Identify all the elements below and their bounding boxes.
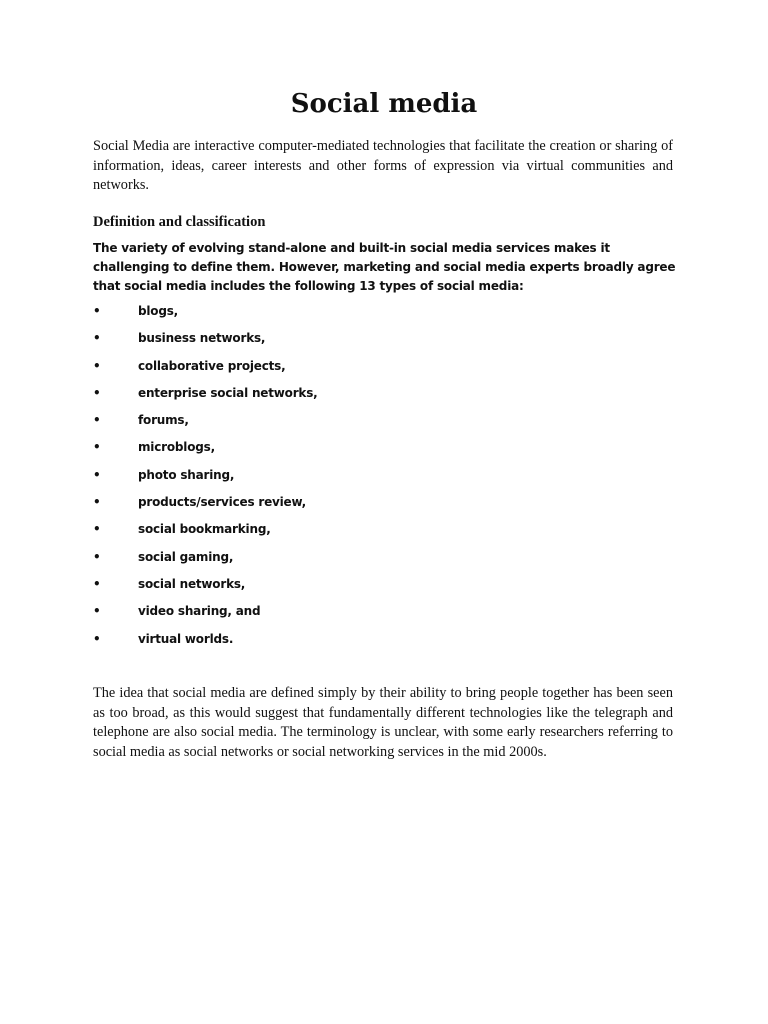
list-item — [93, 411, 318, 438]
list-item-text: enterprise social networks, — [138, 385, 318, 400]
bullet-icon: • — [93, 304, 101, 318]
bullet-icon: • — [93, 413, 101, 428]
bullet-icon: • — [93, 467, 101, 482]
list-item-text: blogs, — [138, 304, 179, 318]
list-item-text: social bookmarking, — [138, 522, 271, 537]
bullet-icon: • — [93, 631, 101, 646]
section-paragraph: The variety of evolving stand-alone and built-in social media services makes it challenging to define them. However, marketing and social media experts broadly agree that social media includes the following 13 types of social media: — [93, 241, 676, 293]
list-item — [93, 438, 318, 465]
list-item-text: social gaming, — [138, 549, 234, 564]
list-item — [93, 493, 318, 520]
list-item-text: collaborative projects, — [138, 358, 286, 373]
list-item — [93, 302, 318, 329]
list-item — [93, 575, 318, 602]
list-item-text: virtual worlds. — [138, 631, 234, 646]
page-title: Social media — [290, 89, 478, 119]
bullet-icon: • — [93, 522, 101, 537]
bullet-icon: • — [93, 604, 101, 619]
list-item-text: products/services review, — [138, 495, 306, 510]
closing-paragraph: The idea that social media are defined simply by their ability to bring people together has been seen as too broad, as this would suggest that fundamentally different technologies like the telegraph and telephone are also social media. The terminology is unclear, with some early researchers referring to social media as social networks or social networking services in the mid 2000s. — [93, 685, 673, 760]
list-item — [93, 548, 318, 575]
bullet-icon: • — [93, 331, 101, 346]
bullet-icon: • — [93, 358, 101, 373]
list-item — [93, 602, 318, 629]
list-item-text: microblogs, — [138, 440, 215, 455]
list-item — [93, 520, 318, 547]
intro-paragraph: Social Media are interactive computer-mediated technologies that facilitate the creation or sharing of information, ideas, career interests and other forms of expression via virtual communities and networks. — [93, 138, 673, 193]
bullet-icon: • — [93, 385, 101, 400]
bullet-icon: • — [93, 576, 101, 591]
list-item-text: forums, — [138, 413, 189, 428]
list-item — [93, 630, 318, 657]
list-item — [93, 329, 318, 356]
bullet-icon: • — [93, 495, 101, 510]
bullet-icon: • — [93, 440, 101, 455]
list-item-text: business networks, — [138, 331, 266, 346]
list-item-text: photo sharing, — [138, 467, 235, 482]
social-media-types-list — [93, 302, 318, 657]
list-item — [93, 357, 318, 384]
list-item — [93, 384, 318, 411]
list-item-text: social networks, — [138, 576, 246, 591]
bullet-icon: • — [93, 549, 101, 564]
list-item — [93, 466, 318, 493]
section-heading: Definition and classification — [93, 214, 266, 230]
list-item-text: video sharing, and — [138, 604, 261, 619]
